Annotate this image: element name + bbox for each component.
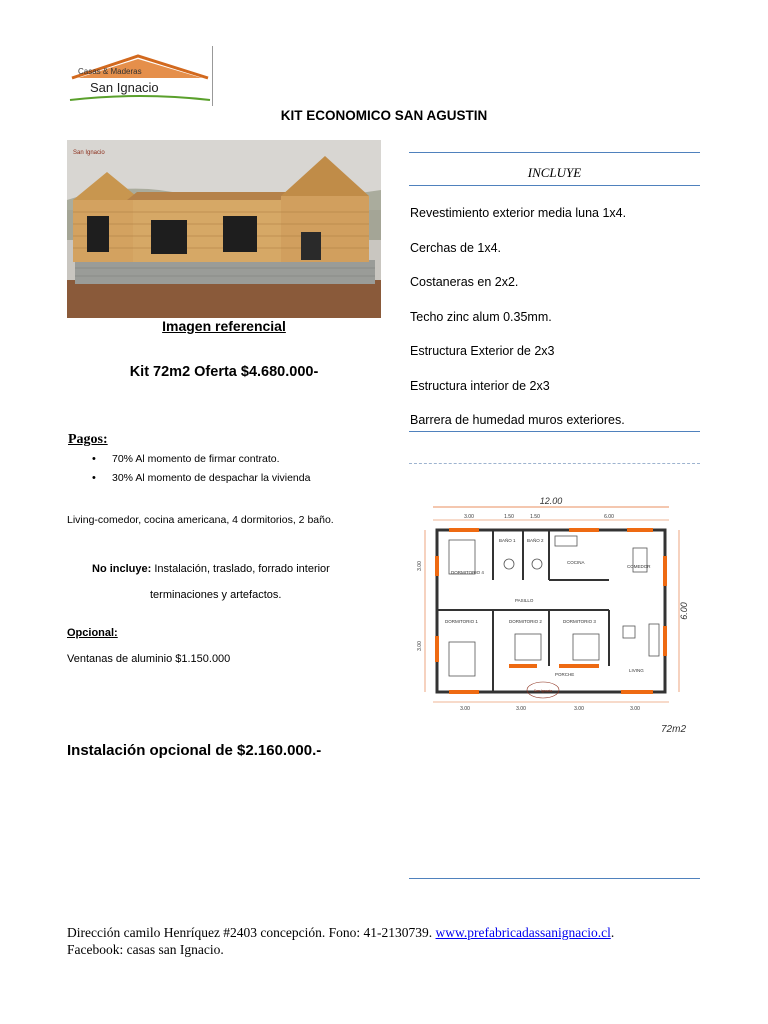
footer-line1 [67, 924, 747, 941]
plan-dim-bottom: 3.00 [630, 706, 640, 712]
logo-line1: Casas & Maderas [78, 67, 142, 76]
living-description: Living-comedor, cocina americana, 4 dormitorios, 2 baño. [67, 514, 334, 526]
incluye-item: Revestimiento exterior media luna 1x4. [410, 206, 627, 220]
no-incluye-line2: terminaciones y artefactos. [150, 589, 282, 601]
plan-dim-left: 3.00 [417, 641, 423, 651]
incluye-list [410, 202, 626, 444]
incluye-item: Barrera de humedad muros exteriores. [410, 413, 625, 427]
incluye-item: Costaneras en 2x2. [410, 275, 519, 289]
opcional-item: Ventanas de aluminio $1.150.000 [67, 653, 231, 665]
divider-line [409, 878, 700, 879]
pagos-list [92, 450, 310, 488]
room-label: COCINA [567, 560, 585, 565]
room-label: BAÑO 2 [527, 538, 544, 543]
plan-dim-bottom: 3.00 [460, 706, 470, 712]
plan-dim-right: 6.00 [679, 602, 689, 620]
room-label: PORCHE [555, 672, 575, 677]
divider-line [409, 185, 700, 186]
pagos-item: • 30% Al momento de despachar la vivienda [92, 469, 310, 488]
house-photo [67, 140, 381, 318]
dashed-divider [409, 463, 700, 464]
plan-area: 72m2 [661, 724, 687, 735]
incluye-item: Techo zinc alum 0.35mm. [410, 309, 552, 324]
offer-price: Kit 72m2 Oferta $4.680.000- [129, 364, 319, 380]
plan-dim-top: 3.00 [464, 514, 474, 520]
image-caption: Imagen referencial [162, 318, 286, 334]
plan-total-width: 12.00 [539, 496, 563, 506]
logo-line2: San Ignacio [90, 80, 159, 95]
pagos-item: • 70% Al momento de firmar contrato. [92, 450, 310, 469]
room-label: DORMITORIO 3 [563, 619, 596, 624]
website-link[interactable]: www.prefabricadassanignacio.cl [435, 925, 611, 940]
photo-watermark: San Ignacio [73, 150, 105, 156]
instalacion-opcional: Instalación opcional de $2.160.000.- [67, 742, 322, 759]
plan-dim-top: 1.50 [504, 514, 514, 520]
incluye-item: Estructura interior de 2x3 [410, 378, 550, 393]
incluye-item: Estructura Exterior de 2x3 [410, 344, 555, 358]
divider-line [409, 431, 700, 432]
divider-line [409, 152, 700, 153]
footer-period: . [610, 925, 615, 940]
room-label: DORMITORIO 2 [509, 619, 542, 624]
floor-plan [409, 476, 700, 741]
plan-dim-bottom: 3.00 [516, 706, 526, 712]
footer [67, 924, 747, 958]
logo-divider [212, 46, 213, 106]
footer-facebook: Facebook: casas san Ignacio. [67, 942, 224, 957]
room-label: DORMITORIO 1 [445, 619, 478, 624]
no-incluye-line [92, 563, 330, 575]
pagos-title: Pagos: [68, 432, 108, 447]
no-incluye-text: Instalación, traslado, forrado interior [151, 563, 330, 575]
incluye-item: Cerchas de 1x4. [410, 240, 502, 255]
plan-dim-bottom: 3.00 [574, 706, 584, 712]
plan-stamp: San Ignacio [533, 689, 553, 693]
room-label: DORMITORIO 4 [451, 570, 484, 575]
room-label: BAÑO 1 [499, 538, 516, 543]
room-label: LIVING [629, 668, 644, 673]
page-title: KIT ECONOMICO SAN AGUSTIN [280, 108, 488, 123]
room-label: COMEDOR [627, 564, 651, 569]
plan-dim-top: 1.50 [530, 514, 540, 520]
company-logo [68, 48, 212, 106]
plan-dim-top: 6.00 [604, 514, 614, 520]
no-incluye-label: No incluye: [92, 563, 152, 575]
footer-address: Dirección camilo Henríquez #2403 concepción. Fono: 41-2130739. [67, 925, 436, 940]
plan-dim-left: 3.00 [417, 561, 423, 571]
opcional-title: Opcional: [67, 627, 118, 639]
room-label: PASILLO [515, 598, 534, 603]
incluye-title: INCLUYE [527, 165, 582, 180]
